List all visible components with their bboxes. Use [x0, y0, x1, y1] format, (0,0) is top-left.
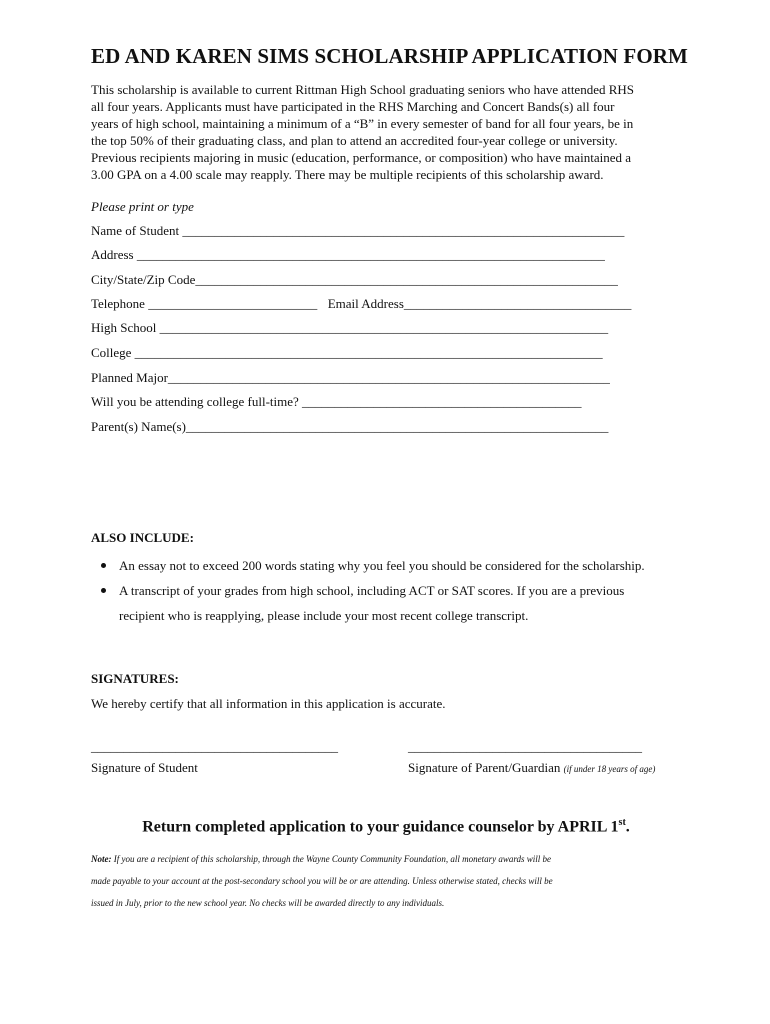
student-name-field[interactable]: Name of Student ____________________________________________________________________ — [91, 223, 625, 238]
list-item: A transcript of your grades from high school, including ACT or SAT scores. If you are a previous — [91, 579, 691, 603]
contact-row — [91, 296, 681, 312]
also-include-heading: ALSO INCLUDE: — [91, 530, 194, 545]
intro-line: Previous recipients majoring in music (education, performance, or composition) who have maintained a — [91, 150, 632, 165]
note-line: made payable to your account at the post-secondary school you will be or are attending. Unless otherwise stated, checks will be — [91, 876, 553, 886]
parent-signature-line[interactable]: ____________________________________ — [408, 739, 642, 754]
intro-paragraph — [91, 81, 681, 183]
note-line: issued in July, prior to the new school year. No checks will be awarded directly to any individuals. — [91, 898, 445, 908]
intro-line: years of high school, maintaining a minimum of a “B” in every semester of band for all four years, be in — [91, 116, 634, 131]
telephone-field[interactable]: Telephone __________________________ — [91, 296, 318, 311]
college-field[interactable]: College ________________________________________________________________________ — [91, 345, 603, 360]
parent-signature-label: Signature of Parent/Guardian — [408, 760, 561, 775]
certify-statement: We hereby certify that all information in this application is accurate. — [91, 696, 446, 711]
note-label: Note: — [91, 854, 112, 864]
student-signature-line[interactable]: ______________________________________ — [91, 739, 338, 754]
signatures-heading: SIGNATURES: — [91, 671, 179, 686]
parent-signature-note: (if under 18 years of age) — [563, 764, 656, 774]
email-field[interactable]: Email Address___________________________________ — [327, 296, 632, 311]
bullet-icon — [101, 588, 106, 593]
intro-line: all four years. Applicants must have participated in the RHS Marching and Concert Bands(s) all four — [91, 99, 615, 114]
return-instruction: Return completed application to your guidance counselor by APRIL 1st. — [142, 817, 630, 836]
planned-major-field[interactable]: Planned Major____________________________________________________________________ — [91, 370, 610, 385]
list-item: An essay not to exceed 200 words stating why you feel you should be considered for the scholarship. — [91, 554, 691, 578]
student-signature-label: Signature of Student — [91, 760, 198, 775]
form-title: ED AND KAREN SIMS SCHOLARSHIP APPLICATION FORM — [91, 44, 688, 68]
address-field[interactable]: Address ________________________________________________________________________ — [91, 247, 605, 262]
city-state-zip-field[interactable]: City/State/Zip Code_________________________________________________________________ — [91, 272, 618, 287]
also-include-list — [91, 554, 691, 629]
intro-line: the top 50% of their graduating class, and plan to attend an accredited four-year college or university. — [91, 133, 618, 148]
list-item-continuation: recipient who is reapplying, please include your most recent college transcript. — [119, 608, 529, 623]
print-instruction: Please print or type — [91, 199, 194, 214]
intro-line: 3.00 GPA on a 4.00 scale may reapply. There may be multiple recipients of this scholarship award. — [91, 167, 604, 182]
fulltime-field[interactable]: Will you be attending college full-time? ___________________________________________ — [91, 394, 582, 409]
note-line: If you are a recipient of this scholarship, through the Wayne County Community Foundation, all monetary awards will be — [113, 854, 552, 864]
footnote — [91, 848, 691, 914]
high-school-field[interactable]: High School _____________________________________________________________________ — [91, 320, 609, 335]
intro-line: This scholarship is available to current Rittman High School graduating seniors who have attended RHS — [91, 82, 635, 97]
bullet-icon — [101, 563, 106, 568]
parent-names-field[interactable]: Parent(s) Name(s)_________________________________________________________________ — [91, 419, 609, 434]
parent-signature-label-group — [408, 760, 655, 776]
